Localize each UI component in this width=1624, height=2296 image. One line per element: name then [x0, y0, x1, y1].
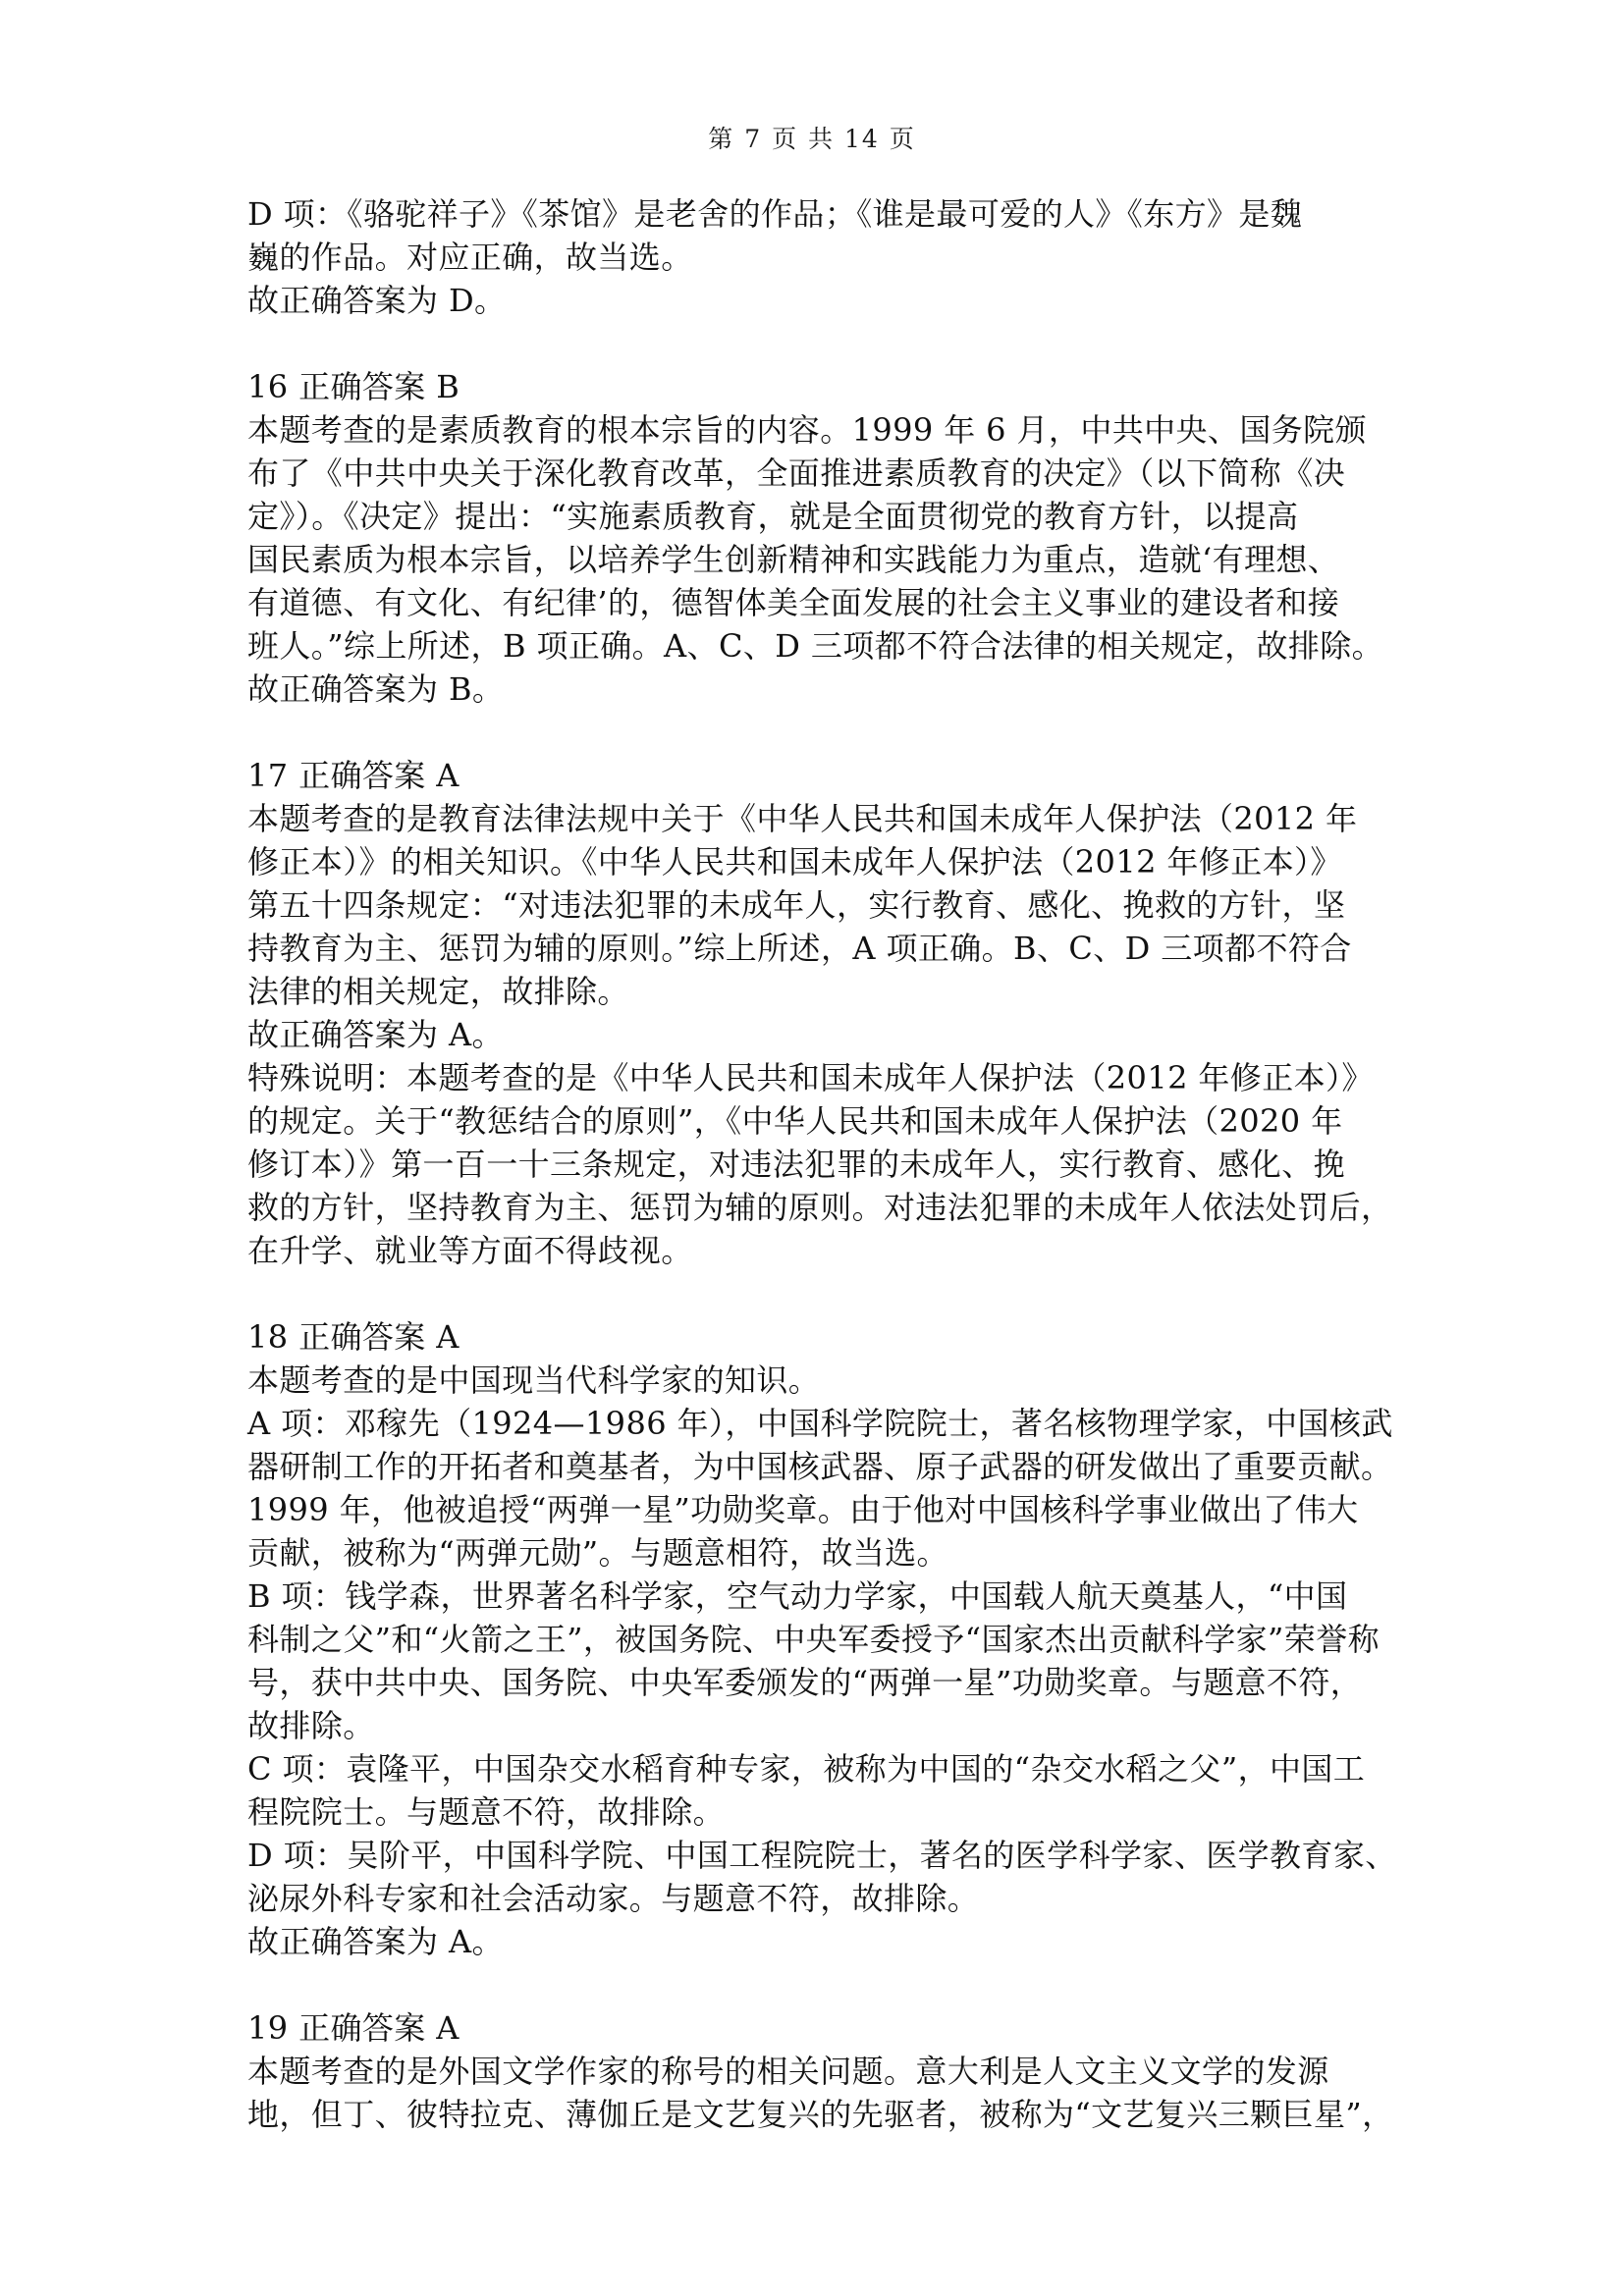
- text-line: 修订本）》第一百一十三条规定，对违法犯罪的未成年人，实行教育、感化、挽: [247, 1146, 1346, 1183]
- text-line: A 项：邓稼先（1924—1986 年），中国科学院院士，著名核物理学家，中国核武: [247, 1405, 1393, 1442]
- text-line: 在升学、就业等方面不得歧视。: [247, 1232, 693, 1269]
- text-line: 本题考查的是教育法律法规中关于《中华人民共和国未成年人保护法（2012 年: [247, 800, 1358, 837]
- text-line: 有道德、有文化、有纪律’的，德智体美全面发展的社会主义事业的建设者和接: [247, 584, 1340, 621]
- paragraph-gap: [247, 322, 1391, 365]
- answer-block: [247, 1315, 1397, 1963]
- paragraph-gap: [247, 1963, 1391, 2006]
- text-line: 特殊说明：本题考查的是《中华人民共和国未成年人保护法（2012 年修正本）》: [247, 1059, 1374, 1096]
- answer-block: [247, 2006, 1394, 2136]
- text-line: C 项：袁隆平，中国杂交水稻育种专家，被称为中国的“杂交水稻之父”，中国工: [247, 1750, 1366, 1788]
- text-line: 泌尿外科专家和社会活动家。与题意不符，故排除。: [247, 1880, 980, 1917]
- text-line: 巍的作品。对应正确，故当选。: [247, 239, 693, 276]
- text-line: 本题考查的是外国文学作家的称号的相关问题。意大利是人文主义文学的发源: [247, 2053, 1329, 2090]
- text-line: 的规定。关于“教惩结合的原则”，《中华人民共和国未成年人保护法（2020 年: [247, 1102, 1343, 1140]
- text-line: 号，获中共中央、国务院、中央军委颁发的“两弹一星”功勋奖章。与题意不符，: [247, 1664, 1363, 1701]
- paragraph-gap: [247, 1272, 1391, 1315]
- text-line: 法律的相关规定，故排除。: [247, 973, 629, 1010]
- answer-heading: 16 正确答案 B: [247, 368, 460, 405]
- text-line: 故正确答案为 B。: [247, 670, 505, 708]
- text-line: B 项：钱学森，世界著名科学家，空气动力学家，中国载人航天奠基人，“中国: [247, 1577, 1348, 1615]
- paragraph-gap: [247, 711, 1391, 754]
- answer-heading: 18 正确答案 A: [247, 1318, 460, 1356]
- text-line: 持教育为主、惩罚为辅的原则。”综上所述，A 项正确。B、C、D 三项都不符合: [247, 930, 1352, 967]
- answer-heading: 17 正确答案 A: [247, 757, 460, 794]
- text-line: 救的方针，坚持教育为主、惩罚为辅的原则。对违法犯罪的未成年人依法处罚后，: [247, 1189, 1393, 1226]
- text-line: 故正确答案为 A。: [247, 1016, 504, 1053]
- text-line: 地，但丁、彼特拉克、薄伽丘是文艺复兴的先驱者，被称为“文艺复兴三颗巨星”，: [247, 2096, 1394, 2133]
- text-line: 本题考查的是素质教育的根本宗旨的内容。1999 年 6 月，中共中央、国务院颁: [247, 411, 1367, 449]
- text-line: 定》）。《决定》提出：“实施素质教育，就是全面贯彻党的教育方针，以提高: [247, 498, 1299, 535]
- text-line: 1999 年，他被追授“两弹一星”功勋奖章。由于他对中国核科学事业做出了伟大: [247, 1491, 1359, 1528]
- answer-block: [247, 365, 1391, 711]
- text-line: 故正确答案为 A。: [247, 1923, 504, 1960]
- text-line: 程院院士。与题意不符，故排除。: [247, 1793, 726, 1831]
- text-line: D 项：《骆驼祥子》《茶馆》是老舍的作品；《谁是最可爱的人》《东方》是魏: [247, 195, 1303, 233]
- page-number-header: 第 7 页 共 14 页: [708, 125, 916, 153]
- text-line: 器研制工作的开拓者和奠基者，为中国核武器、原子武器的研发做出了重要贡献。: [247, 1448, 1393, 1485]
- text-line: 国民素质为根本宗旨，以培养学生创新精神和实践能力为重点，造就‘有理想、: [247, 541, 1340, 578]
- text-line: 贡献，被称为“两弹元勋”。与题意相符，故当选。: [247, 1534, 948, 1572]
- text-line: 科制之父”和“火箭之王”，被国务院、中央军委授予“国家杰出贡献科学家”荣誉称: [247, 1621, 1380, 1658]
- answer-block: [247, 192, 1391, 322]
- text-line: 故排除。: [247, 1707, 375, 1744]
- text-line: 第五十四条规定：“对违法犯罪的未成年人，实行教育、感化、挽救的方针，坚: [247, 886, 1346, 924]
- document-body: [247, 192, 1397, 2136]
- text-line: 布了《中共中央关于深化教育改革，全面推进素质教育的决定》（以下简称《决: [247, 454, 1346, 492]
- text-line: 本题考查的是中国现当代科学家的知识。: [247, 1362, 821, 1399]
- text-line: 班人。”综上所述，B 项正确。A、C、D 三项都不符合法律的相关规定，故排除。: [247, 627, 1384, 665]
- answer-block: [247, 754, 1391, 1272]
- answer-heading: 19 正确答案 A: [247, 2009, 460, 2047]
- text-line: 故正确答案为 D。: [247, 282, 507, 319]
- text-line: 修正本）》的相关知识。《中华人民共和国未成年人保护法（2012 年修正本）》: [247, 843, 1342, 881]
- text-line: D 项：吴阶平，中国科学院、中国工程院院士，著名的医学科学家、医学教育家、: [247, 1837, 1397, 1874]
